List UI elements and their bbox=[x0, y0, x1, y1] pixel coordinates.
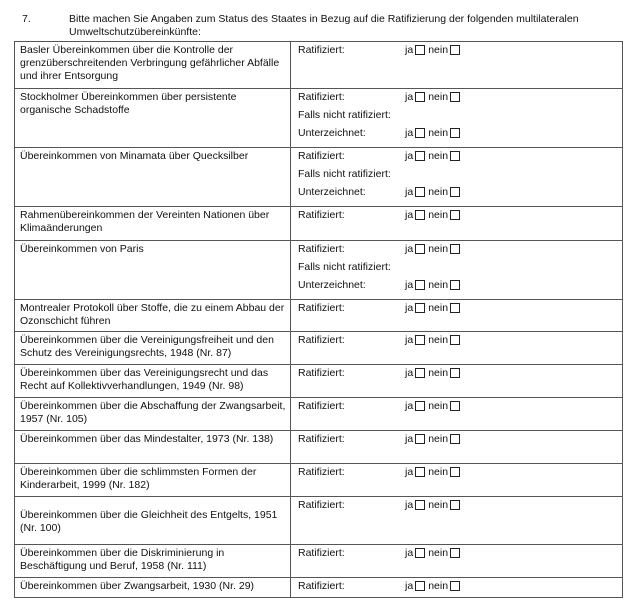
no-checkbox[interactable] bbox=[450, 45, 460, 55]
yes-checkbox[interactable] bbox=[415, 467, 425, 477]
status-cell bbox=[291, 398, 623, 431]
ratified-row bbox=[291, 89, 622, 107]
yes-no-choice bbox=[405, 334, 463, 347]
yes-checkbox[interactable] bbox=[415, 244, 425, 254]
status-cell bbox=[291, 431, 623, 464]
no-checkbox[interactable] bbox=[450, 244, 460, 254]
ratified-label: Ratifiziert: bbox=[298, 466, 345, 478]
convention-name: Übereinkommen über die schlimmsten Formen der Kinderarbeit, 1999 (Nr. 182) bbox=[15, 464, 291, 497]
no-label: nein bbox=[428, 150, 449, 162]
table-row bbox=[15, 207, 623, 241]
status-cell bbox=[291, 300, 623, 332]
yes-label: ja bbox=[405, 279, 414, 291]
status-cell bbox=[291, 545, 623, 578]
ratified-row bbox=[291, 42, 622, 60]
ratified-row bbox=[291, 497, 622, 515]
no-checkbox[interactable] bbox=[450, 280, 460, 290]
status-cell bbox=[291, 464, 623, 497]
yes-label: ja bbox=[405, 400, 414, 412]
yes-checkbox[interactable] bbox=[415, 128, 425, 138]
yes-label: ja bbox=[405, 547, 414, 559]
status-cell bbox=[291, 207, 623, 241]
convention-name: Übereinkommen von Minamata über Quecksilber bbox=[15, 148, 291, 207]
ratified-label: Ratifiziert: bbox=[298, 580, 345, 592]
yes-checkbox[interactable] bbox=[415, 368, 425, 378]
yes-label: ja bbox=[405, 466, 414, 478]
yes-checkbox[interactable] bbox=[415, 151, 425, 161]
yes-checkbox[interactable] bbox=[415, 548, 425, 558]
no-checkbox[interactable] bbox=[450, 401, 460, 411]
no-label: nein bbox=[428, 334, 449, 346]
signed-label: Unterzeichnet: bbox=[298, 279, 366, 291]
yes-checkbox[interactable] bbox=[415, 45, 425, 55]
yes-no-choice bbox=[405, 209, 463, 222]
convention-name: Übereinkommen über Zwangsarbeit, 1930 (Nr. 29) bbox=[15, 578, 291, 598]
ratified-label: Ratifiziert: bbox=[298, 209, 345, 221]
convention-name: Übereinkommen über die Vereinigungsfreiheit und den Schutz des Vereinigungsrechts, 1948 (Nr. 87) bbox=[15, 332, 291, 365]
yes-no-choice bbox=[405, 302, 463, 315]
yes-no-choice bbox=[405, 44, 463, 57]
yes-no-choice bbox=[405, 580, 463, 593]
if-not-ratified-row bbox=[291, 259, 622, 277]
yes-no-choice bbox=[405, 433, 463, 446]
yes-checkbox[interactable] bbox=[415, 335, 425, 345]
yes-label: ja bbox=[405, 209, 414, 221]
ratification-table bbox=[14, 41, 623, 598]
yes-no-choice bbox=[405, 499, 463, 512]
ratified-row bbox=[291, 464, 622, 482]
yes-no-choice bbox=[405, 547, 463, 560]
table-row bbox=[15, 365, 623, 398]
ratified-row bbox=[291, 300, 622, 318]
if-not-ratified-label: Falls nicht ratifiziert: bbox=[298, 109, 391, 121]
yes-no-choice bbox=[405, 186, 463, 199]
no-label: nein bbox=[428, 44, 449, 56]
yes-no-choice bbox=[405, 91, 463, 104]
yes-label: ja bbox=[405, 127, 414, 139]
no-label: nein bbox=[428, 466, 449, 478]
no-label: nein bbox=[428, 127, 449, 139]
yes-no-choice bbox=[405, 400, 463, 413]
no-label: nein bbox=[428, 580, 449, 592]
yes-no-choice bbox=[405, 279, 463, 292]
no-label: nein bbox=[428, 400, 449, 412]
yes-no-choice bbox=[405, 243, 463, 256]
yes-label: ja bbox=[405, 44, 414, 56]
yes-label: ja bbox=[405, 243, 414, 255]
no-checkbox[interactable] bbox=[450, 210, 460, 220]
convention-name: Übereinkommen über das Mindestalter, 1973 (Nr. 138) bbox=[15, 431, 291, 464]
convention-name: Übereinkommen über das Vereinigungsrecht und das Recht auf Kollektivverhandlungen, 1949 (Nr. 98) bbox=[15, 365, 291, 398]
status-cell bbox=[291, 42, 623, 89]
no-label: nein bbox=[428, 186, 449, 198]
no-label: nein bbox=[428, 243, 449, 255]
no-checkbox[interactable] bbox=[450, 335, 460, 345]
no-label: nein bbox=[428, 279, 449, 291]
signed-row bbox=[291, 277, 622, 295]
no-checkbox[interactable] bbox=[450, 467, 460, 477]
status-cell bbox=[291, 497, 623, 545]
table-row bbox=[15, 42, 623, 89]
ratified-label: Ratifiziert: bbox=[298, 334, 345, 346]
status-cell bbox=[291, 365, 623, 398]
ratified-row bbox=[291, 241, 622, 259]
no-checkbox[interactable] bbox=[450, 548, 460, 558]
yes-label: ja bbox=[405, 91, 414, 103]
yes-checkbox[interactable] bbox=[415, 500, 425, 510]
yes-label: ja bbox=[405, 499, 414, 511]
question-text: Bitte machen Sie Angaben zum Status des Staates in Bezug auf die Ratifizierung der folgenden multilateralen Umweltschutzübereinkünfte: bbox=[69, 13, 579, 38]
table-row bbox=[15, 300, 623, 332]
yes-label: ja bbox=[405, 367, 414, 379]
yes-label: ja bbox=[405, 433, 414, 445]
convention-name: Übereinkommen von Paris bbox=[15, 241, 291, 300]
yes-checkbox[interactable] bbox=[415, 434, 425, 444]
no-label: nein bbox=[428, 433, 449, 445]
ratified-label: Ratifiziert: bbox=[298, 433, 345, 445]
yes-label: ja bbox=[405, 150, 414, 162]
convention-name: Stockholmer Übereinkommen über persistente organische Schadstoffe bbox=[15, 89, 291, 148]
no-checkbox[interactable] bbox=[450, 187, 460, 197]
yes-checkbox[interactable] bbox=[415, 280, 425, 290]
table-row bbox=[15, 398, 623, 431]
signed-label: Unterzeichnet: bbox=[298, 127, 366, 139]
ratified-label: Ratifiziert: bbox=[298, 367, 345, 379]
table-row bbox=[15, 497, 623, 545]
table-row bbox=[15, 464, 623, 497]
yes-no-choice bbox=[405, 127, 463, 140]
no-checkbox[interactable] bbox=[450, 434, 460, 444]
convention-name: Montrealer Protokoll über Stoffe, die zu einem Abbau der Ozonschicht führen bbox=[15, 300, 291, 332]
ratified-label: Ratifiziert: bbox=[298, 499, 345, 511]
convention-name bbox=[15, 497, 291, 545]
status-cell bbox=[291, 148, 623, 207]
status-cell bbox=[291, 332, 623, 365]
status-cell bbox=[291, 89, 623, 148]
yes-no-choice bbox=[405, 150, 463, 163]
convention-name-text: Übereinkommen über die Gleichheit des Entgelts, 1951 (Nr. 100) bbox=[20, 509, 278, 534]
yes-label: ja bbox=[405, 302, 414, 314]
yes-label: ja bbox=[405, 186, 414, 198]
if-not-ratified-label: Falls nicht ratifiziert: bbox=[298, 261, 391, 273]
table-row bbox=[15, 545, 623, 578]
table-row bbox=[15, 332, 623, 365]
no-label: nein bbox=[428, 209, 449, 221]
no-checkbox[interactable] bbox=[450, 368, 460, 378]
ratified-row bbox=[291, 545, 622, 563]
no-label: nein bbox=[428, 499, 449, 511]
ratified-row bbox=[291, 398, 622, 416]
convention-name: Übereinkommen über die Diskriminierung in Beschäftigung und Beruf, 1958 (Nr. 111) bbox=[15, 545, 291, 578]
no-checkbox[interactable] bbox=[450, 128, 460, 138]
yes-checkbox[interactable] bbox=[415, 401, 425, 411]
no-checkbox[interactable] bbox=[450, 92, 460, 102]
table-row bbox=[15, 89, 623, 148]
no-checkbox[interactable] bbox=[450, 581, 460, 591]
signed-label: Unterzeichnet: bbox=[298, 186, 366, 198]
convention-name: Rahmenübereinkommen der Vereinten Nationen über Klimaänderungen bbox=[15, 207, 291, 241]
table-row bbox=[15, 578, 623, 598]
ratified-row bbox=[291, 578, 622, 596]
ratified-label: Ratifiziert: bbox=[298, 400, 345, 412]
ratified-label: Ratifiziert: bbox=[298, 302, 345, 314]
yes-checkbox[interactable] bbox=[415, 92, 425, 102]
if-not-ratified-row bbox=[291, 107, 622, 125]
no-checkbox[interactable] bbox=[450, 303, 460, 313]
yes-no-choice bbox=[405, 466, 463, 479]
table-row bbox=[15, 241, 623, 300]
ratified-label: Ratifiziert: bbox=[298, 243, 345, 255]
convention-name: Basler Übereinkommen über die Kontrolle der grenzüberschreitenden Verbringung gefährlicher Abfälle und ihrer Entsorgung bbox=[15, 42, 291, 89]
question-header bbox=[0, 0, 639, 42]
yes-checkbox[interactable] bbox=[415, 581, 425, 591]
table-row bbox=[15, 431, 623, 464]
yes-no-choice bbox=[405, 367, 463, 380]
ratified-row bbox=[291, 431, 622, 449]
yes-checkbox[interactable] bbox=[415, 303, 425, 313]
no-checkbox[interactable] bbox=[450, 500, 460, 510]
ratified-row bbox=[291, 332, 622, 350]
table-row bbox=[15, 148, 623, 207]
status-cell bbox=[291, 241, 623, 300]
yes-checkbox[interactable] bbox=[415, 187, 425, 197]
no-checkbox[interactable] bbox=[450, 151, 460, 161]
ratified-label: Ratifiziert: bbox=[298, 547, 345, 559]
ratified-row bbox=[291, 365, 622, 383]
convention-name: Übereinkommen über die Abschaffung der Zwangsarbeit, 1957 (Nr. 105) bbox=[15, 398, 291, 431]
ratified-label: Ratifiziert: bbox=[298, 150, 345, 162]
question-number: 7. bbox=[22, 13, 31, 25]
ratified-row bbox=[291, 207, 622, 225]
ratified-label: Ratifiziert: bbox=[298, 44, 345, 56]
yes-checkbox[interactable] bbox=[415, 210, 425, 220]
ratified-row bbox=[291, 148, 622, 166]
status-cell bbox=[291, 578, 623, 598]
no-label: nein bbox=[428, 91, 449, 103]
yes-label: ja bbox=[405, 580, 414, 592]
yes-label: ja bbox=[405, 334, 414, 346]
ratified-label: Ratifiziert: bbox=[298, 91, 345, 103]
if-not-ratified-label: Falls nicht ratifiziert: bbox=[298, 168, 391, 180]
no-label: nein bbox=[428, 367, 449, 379]
no-label: nein bbox=[428, 547, 449, 559]
signed-row bbox=[291, 125, 622, 143]
signed-row bbox=[291, 184, 622, 202]
if-not-ratified-row bbox=[291, 166, 622, 184]
no-label: nein bbox=[428, 302, 449, 314]
